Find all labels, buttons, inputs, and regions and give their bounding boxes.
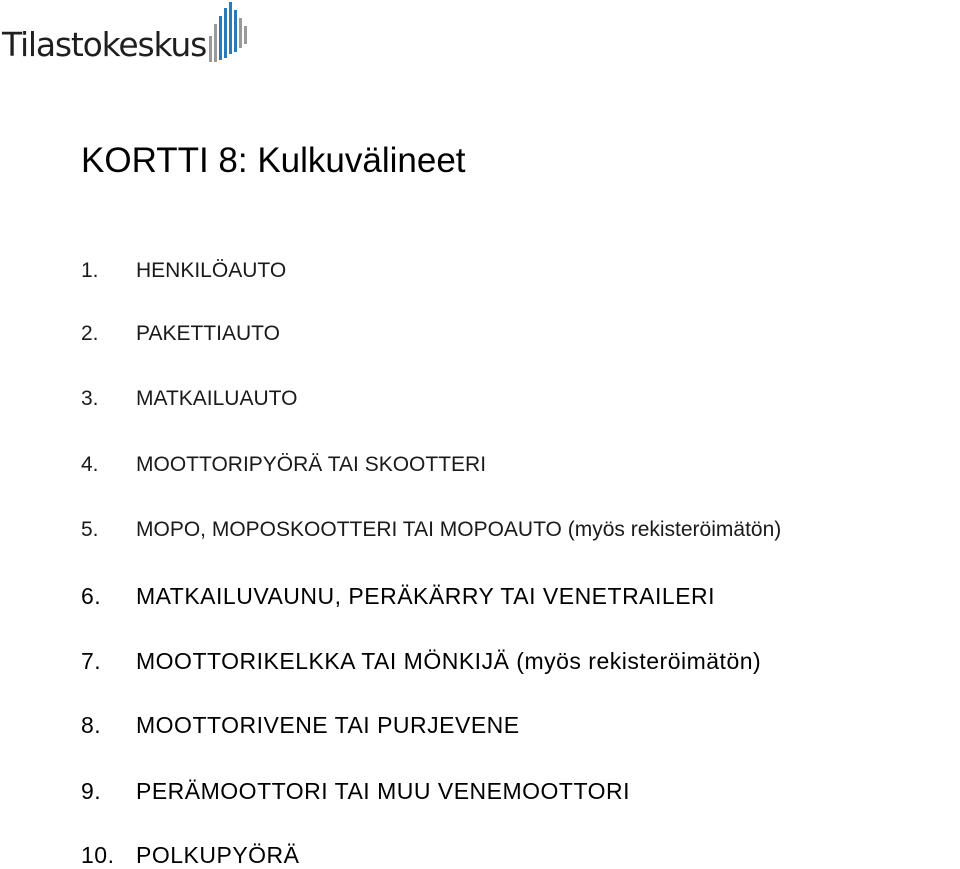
list-item-number: 8. xyxy=(81,712,102,738)
list-item-label: PERÄMOOTTORI TAI MUU VENEMOOTTORI xyxy=(136,778,630,804)
list-item-number: 7. xyxy=(81,648,102,674)
list-item-number: 9. xyxy=(81,778,102,804)
list-item-label: MOOTTORIPYÖRÄ TAI SKOOTTERI xyxy=(136,453,487,476)
list-item-number: 3. xyxy=(81,387,99,410)
logo xyxy=(2,0,252,70)
page-title: KORTTI 8: Kulkuvälineet xyxy=(81,141,466,180)
logo-bars-icon xyxy=(208,2,248,64)
list-item-label: PAKETTIAUTO xyxy=(136,322,280,345)
list-item-number: 4. xyxy=(81,453,99,476)
logo-text: Tilastokeskus xyxy=(2,25,207,64)
list-item-number: 5. xyxy=(81,518,99,541)
list-item-label: POLKUPYÖRÄ xyxy=(136,842,300,868)
list-item-label: HENKILÖAUTO xyxy=(136,259,287,282)
list-item-number: 10. xyxy=(81,842,115,868)
list-item-number: 1. xyxy=(81,259,99,282)
list-item-label: MOPO, MOPOSKOOTTERI TAI MOPOAUTO (myös rekisteröimätön) xyxy=(136,518,782,541)
list-item-label: MATKAILUAUTO xyxy=(136,387,298,410)
list-item-label: MOOTTORIVENE TAI PURJEVENE xyxy=(136,712,520,738)
list-item-number: 6. xyxy=(81,583,102,609)
list-item-number: 2. xyxy=(81,322,99,345)
list-item-label: MATKAILUVAUNU, PERÄKÄRRY TAI VENETRAILERI xyxy=(136,583,716,609)
list-item-label: MOOTTORIKELKKA TAI MÖNKIJÄ (myös rekisteröimätön) xyxy=(136,648,762,674)
